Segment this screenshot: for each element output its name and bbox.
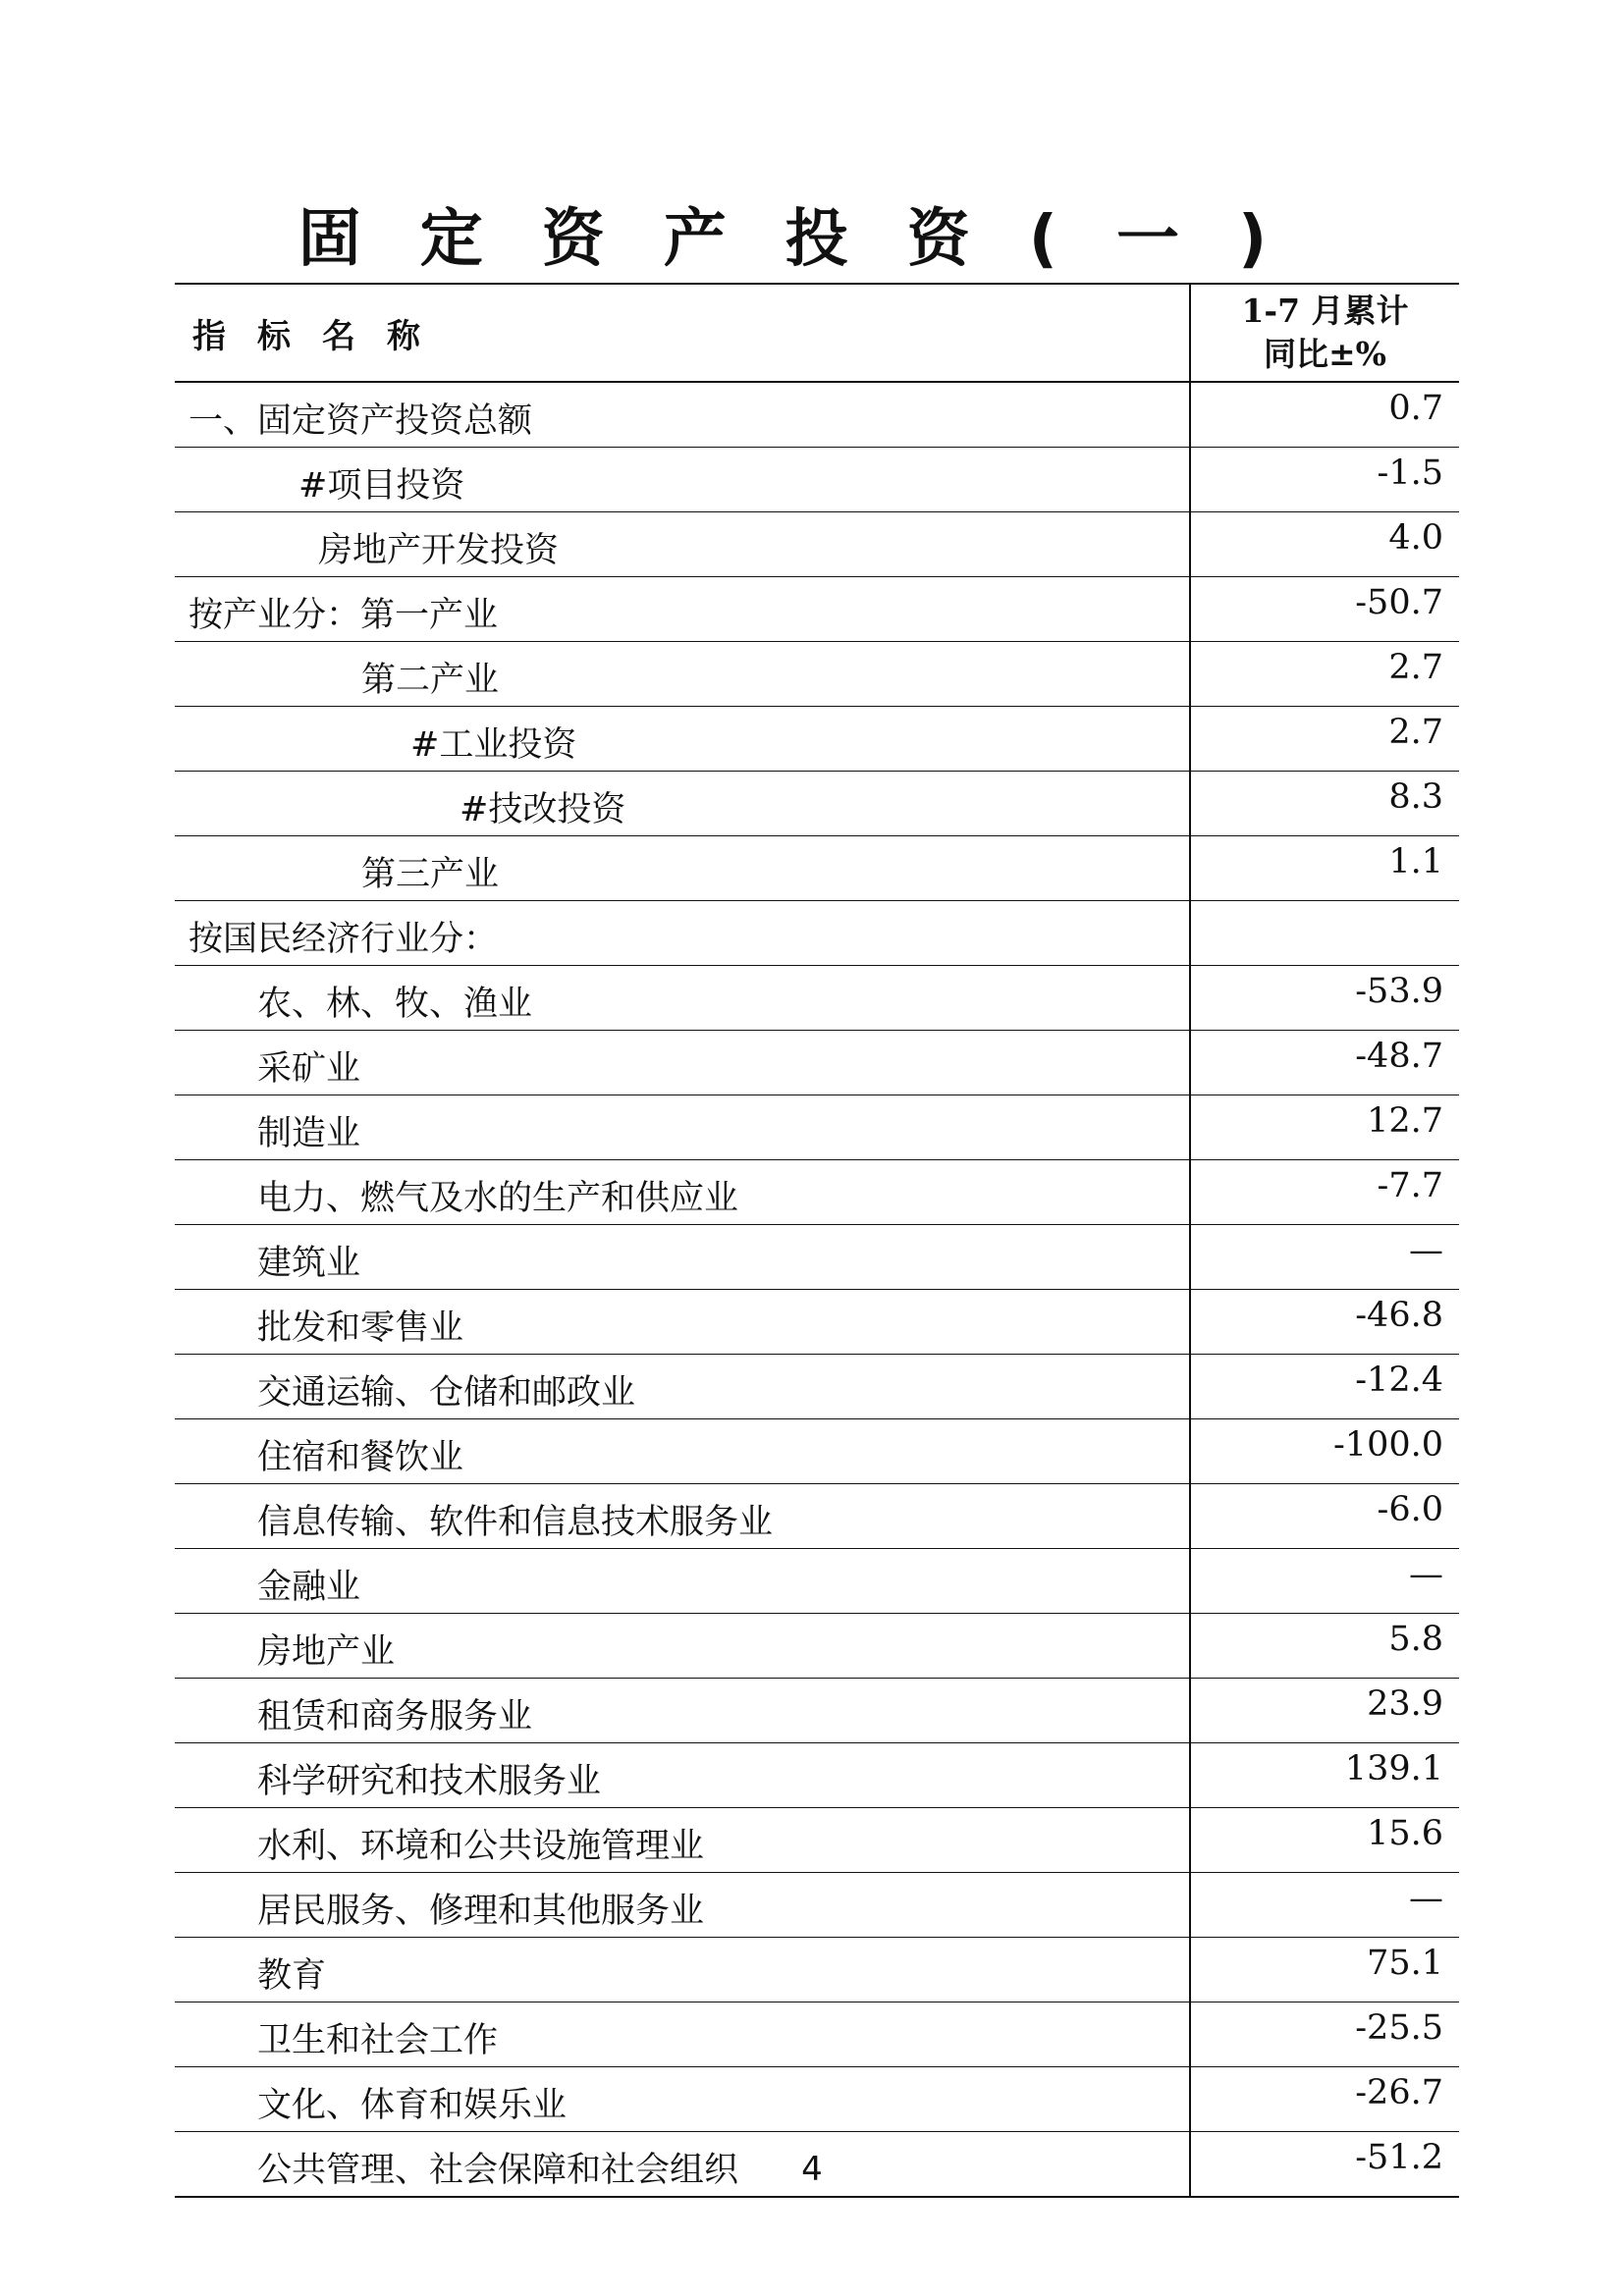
row-value: 5.8 — [1190, 1614, 1459, 1679]
row-indicator-name: #项目投资 — [175, 448, 1190, 512]
table-row — [175, 577, 1459, 642]
table-row — [175, 1419, 1459, 1484]
header-period-line1: 1-7 月累计 — [1241, 292, 1409, 330]
row-value: -50.7 — [1190, 577, 1459, 642]
table-row — [175, 1614, 1459, 1679]
row-value: 15.6 — [1190, 1808, 1459, 1873]
header-period-line2: 同比±% — [1263, 335, 1386, 373]
table-row — [175, 836, 1459, 901]
row-indicator-name: 教育 — [175, 1938, 1190, 2002]
table-row — [175, 1355, 1459, 1419]
row-value: -1.5 — [1190, 448, 1459, 512]
header-period — [1190, 284, 1459, 382]
row-indicator-name: 房地产业 — [175, 1614, 1190, 1679]
table-row — [175, 1938, 1459, 2002]
table-row — [175, 966, 1459, 1031]
table-row — [175, 448, 1459, 512]
table-row — [175, 1549, 1459, 1614]
row-value: 139.1 — [1190, 1743, 1459, 1808]
page-title: 固定资产投资(一) — [298, 203, 1326, 276]
row-value: -100.0 — [1190, 1419, 1459, 1484]
row-indicator-name: 房地产开发投资 — [175, 512, 1190, 577]
table-row — [175, 642, 1459, 707]
row-indicator-name: 信息传输、软件和信息技术服务业 — [175, 1484, 1190, 1549]
row-indicator-name: 按产业分：第一产业 — [175, 577, 1190, 642]
table-row — [175, 1225, 1459, 1290]
row-value: 23.9 — [1190, 1679, 1459, 1743]
table-body — [175, 382, 1459, 2197]
table-row — [175, 2002, 1459, 2067]
row-indicator-name: 居民服务、修理和其他服务业 — [175, 1873, 1190, 1938]
row-indicator-name: 文化、体育和娱乐业 — [175, 2067, 1190, 2132]
row-indicator-name: 公共管理、社会保障和社会组织 — [175, 2132, 1190, 2198]
table-row — [175, 1290, 1459, 1355]
table-row — [175, 772, 1459, 836]
table-row — [175, 1808, 1459, 1873]
row-value: 2.7 — [1190, 642, 1459, 707]
row-indicator-name: 农、林、牧、渔业 — [175, 966, 1190, 1031]
row-indicator-name: 一、固定资产投资总额 — [175, 382, 1190, 448]
row-value: 8.3 — [1190, 772, 1459, 836]
row-indicator-name: 水利、环境和公共设施管理业 — [175, 1808, 1190, 1873]
table-row — [175, 1484, 1459, 1549]
row-indicator-name: 制造业 — [175, 1095, 1190, 1160]
row-value: -53.9 — [1190, 966, 1459, 1031]
table-row — [175, 1679, 1459, 1743]
table-row — [175, 1095, 1459, 1160]
row-indicator-name: 科学研究和技术服务业 — [175, 1743, 1190, 1808]
table-row — [175, 707, 1459, 772]
header-indicator: 指标名称 — [175, 284, 1190, 382]
row-indicator-name: 住宿和餐饮业 — [175, 1419, 1190, 1484]
table-row — [175, 1743, 1459, 1808]
table-row — [175, 901, 1459, 966]
row-value: — — [1190, 1225, 1459, 1290]
row-indicator-name: 采矿业 — [175, 1031, 1190, 1095]
row-value: 0.7 — [1190, 382, 1459, 448]
table-row — [175, 382, 1459, 448]
table-row — [175, 512, 1459, 577]
row-value: 4.0 — [1190, 512, 1459, 577]
row-indicator-name: 电力、燃气及水的生产和供应业 — [175, 1160, 1190, 1225]
row-indicator-name: 建筑业 — [175, 1225, 1190, 1290]
row-value: 12.7 — [1190, 1095, 1459, 1160]
row-indicator-name: #技改投资 — [175, 772, 1190, 836]
row-indicator-name: 租赁和商务服务业 — [175, 1679, 1190, 1743]
row-value — [1190, 901, 1459, 966]
row-value: 2.7 — [1190, 707, 1459, 772]
row-indicator-name: 按国民经济行业分： — [175, 901, 1190, 966]
table-row — [175, 1160, 1459, 1225]
row-indicator-name: 金融业 — [175, 1549, 1190, 1614]
row-indicator-name: 第三产业 — [175, 836, 1190, 901]
row-value: -26.7 — [1190, 2067, 1459, 2132]
row-value: -12.4 — [1190, 1355, 1459, 1419]
row-indicator-name: #工业投资 — [175, 707, 1190, 772]
row-value: -7.7 — [1190, 1160, 1459, 1225]
row-value: — — [1190, 1549, 1459, 1614]
table-row — [175, 1873, 1459, 1938]
row-indicator-name: 卫生和社会工作 — [175, 2002, 1190, 2067]
data-table — [175, 283, 1459, 2198]
row-value: 75.1 — [1190, 1938, 1459, 2002]
row-value: -48.7 — [1190, 1031, 1459, 1095]
row-value: -51.2 — [1190, 2132, 1459, 2198]
row-value: -6.0 — [1190, 1484, 1459, 1549]
row-value: -46.8 — [1190, 1290, 1459, 1355]
table-row — [175, 1031, 1459, 1095]
row-indicator-name: 第二产业 — [175, 642, 1190, 707]
page-number: 4 — [801, 2150, 823, 2189]
table-header-row — [175, 284, 1459, 382]
row-indicator-name: 批发和零售业 — [175, 1290, 1190, 1355]
table-row — [175, 2067, 1459, 2132]
row-value: -25.5 — [1190, 2002, 1459, 2067]
row-indicator-name: 交通运输、仓储和邮政业 — [175, 1355, 1190, 1419]
row-value: — — [1190, 1873, 1459, 1938]
row-value: 1.1 — [1190, 836, 1459, 901]
